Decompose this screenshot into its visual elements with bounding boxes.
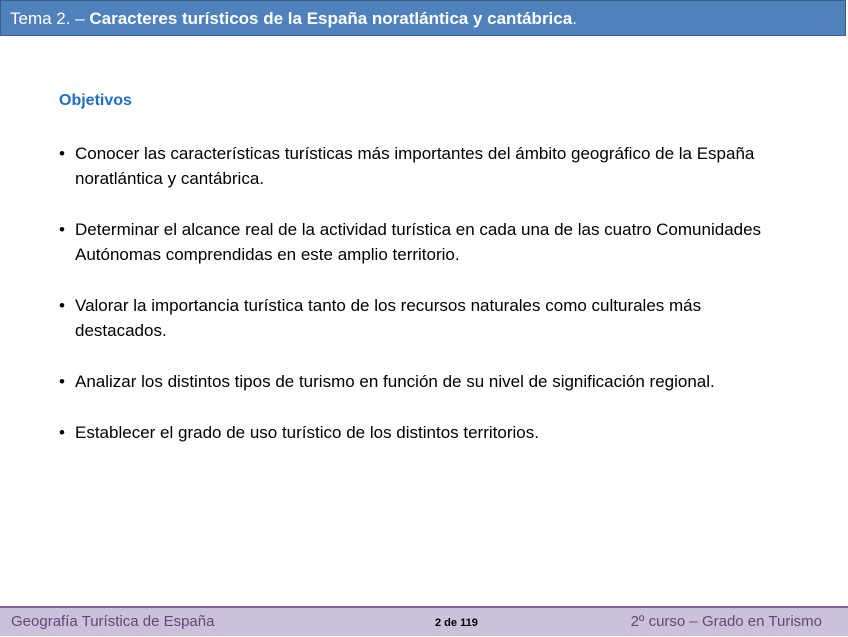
bullet-icon: • <box>59 296 65 315</box>
slide-header <box>0 0 846 36</box>
objective-item <box>59 369 789 394</box>
footer-course: Geografía Turística de España <box>11 613 215 630</box>
header-suffix: . <box>572 9 577 28</box>
objective-text: Determinar el alcance real de la actividad turística en cada una de las cuatro Comunidades Autónomas comprendidas en este amplio territorio. <box>75 220 762 264</box>
objective-item <box>59 217 789 267</box>
objective-item <box>59 141 789 191</box>
objective-text: Analizar los distintos tipos de turismo en función de su nivel de significación regional. <box>75 372 715 391</box>
section-title: Objetivos <box>59 92 132 109</box>
bullet-icon: • <box>59 144 65 163</box>
objective-item <box>59 293 789 343</box>
objective-text: Conocer las características turísticas más importantes del ámbito geográfico de la España noratlántica y cantábrica. <box>75 144 755 188</box>
bullet-icon: • <box>59 423 65 442</box>
header-title: Caracteres turísticos de la España noratlántica y cantábrica <box>89 9 573 28</box>
page-number: 2 de 119 <box>435 617 478 629</box>
bullet-icon: • <box>59 372 65 391</box>
bullet-icon: • <box>59 220 65 239</box>
footer-program: 2º curso – Grado en Turismo <box>630 613 822 630</box>
objective-text: Establecer el grado de uso turístico de los distintos territorios. <box>75 423 539 442</box>
slide-footer <box>0 606 848 636</box>
objectives-list <box>59 141 789 471</box>
objective-text: Valorar la importancia turística tanto de los recursos naturales como culturales más destacados. <box>75 296 702 340</box>
objective-item <box>59 420 789 445</box>
header-prefix: Tema 2. – <box>10 9 90 28</box>
